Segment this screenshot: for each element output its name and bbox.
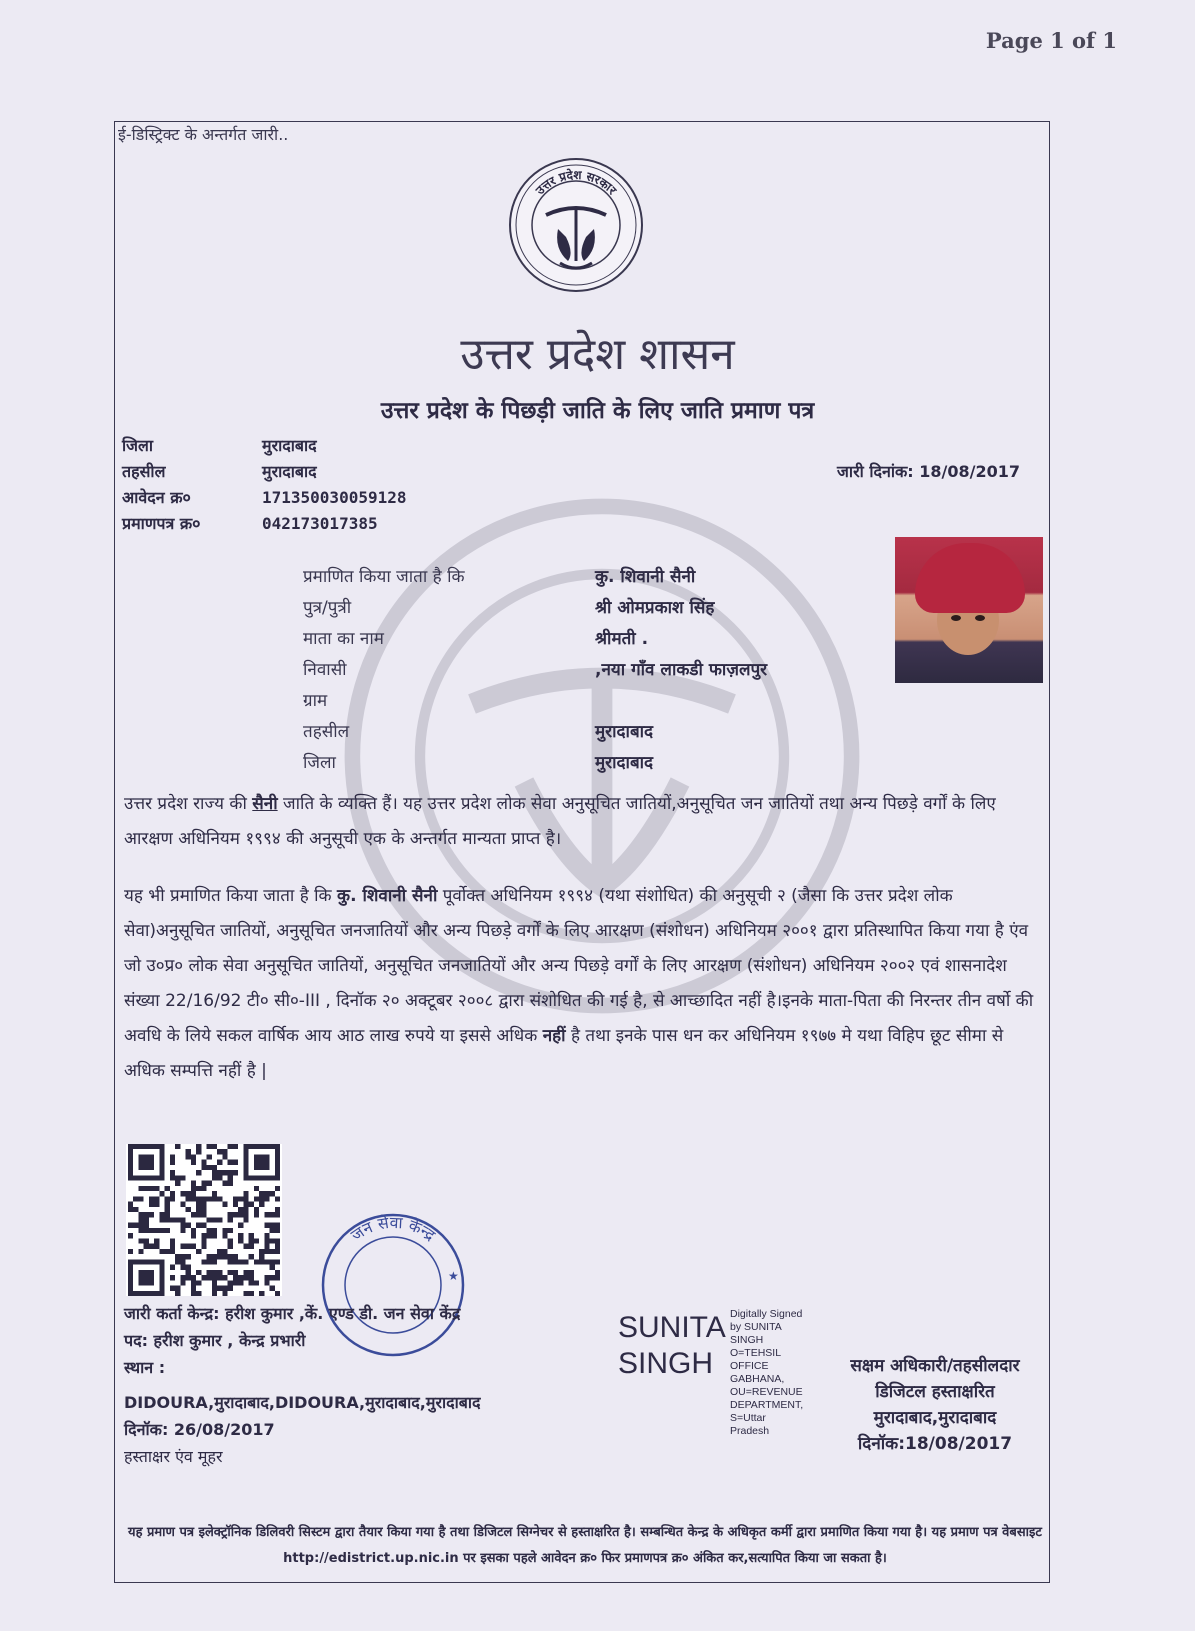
- competent-officer-block: [820, 1353, 1050, 1457]
- issuer-date: दिनॉक: 26/08/2017: [124, 1420, 275, 1439]
- officer-date: दिनॉक:18/08/2017: [857, 1434, 1013, 1454]
- applicant-photo: [895, 537, 1043, 683]
- detail-row-village: ग्राम: [303, 691, 328, 711]
- up-government-emblem: [508, 157, 644, 293]
- income-paragraph: यह भी प्रमाणित किया जाता है कि कु. शिवानी सैनी पूर्वोक्त अधिनियम १९९४ (यथा संशोधित) की अनुसूची २ (जैसा कि उत्तर प्रदेश लोक सेवा)अनुसूचित जातियों, अनुसूचित जनजातियों और अन्य पिछड़े वर्गों के लिए आरक्षण (संशोधन) अधिनियम २००१ द्वारा प्रतिस्थापित किया गया है एंव जो उ०प्र० लोक सेवा अनुसूचित जातियों, अनुसूचित जनजातियों और अन्य पिछड़े वर्गों के लिए आरक्षण (संशोधन) अधिनियम २००२ एवं शासनादेश संख्या 22/16/92 टी० सी०-III , दिनॉक २० अक्टूबर २००८ द्वारा संशोधित की गई है, से आच्छादित नहीं है।इनके माता-पिता की निरन्तर तीन वर्षो की अवधि के लिये सकल वार्षिक आय आठ लाख रुपये या इससे अधिक नहीं है तथा इनके पास धन कर अधिनियम १९७७ मे यथा विहिप छूट सीमा से अधिक सम्पत्ति नहीं है |: [124, 886, 1034, 1081]
- digital-signer-name: SUNITA SINGH: [618, 1311, 726, 1380]
- issuer-block: [124, 1300, 481, 1470]
- certificate-title: उत्तर प्रदेश के पिछड़ी जाति के लिए जाति प्रमाण पत्र: [380, 398, 815, 424]
- issuer-post: पद: हरीश कुमार , केन्द्र प्रभारी: [124, 1331, 306, 1350]
- issuer-center: जारी कर्ता केन्द्र: हरीश कुमार ,कें. एण्ड डी. जन सेवा केंद्र: [124, 1304, 461, 1323]
- meta-row-certificate-no: प्रमाणपत्र क्र० 042173017385: [122, 513, 378, 533]
- verification-footer: यह प्रमाण पत्र इलेक्ट्रॉनिक डिलिवरी सिस्टम द्वारा तैयार किया गया है तथा डिजिटल सिग्नेचर से हस्ताक्षरित है। सम्बन्धित केन्द्र के अधिकृत कर्मी द्वारा प्रमाणित किया गया है। यह प्रमाण पत्र वेबसाइट http://edistrict.up.nic.in पर इसका पहले आवेदन क्र० फिर प्रमाणपत्र क्र० अंकित कर,सत्यापित किया जा सकता है।: [128, 1525, 1042, 1566]
- detail-row-certified: प्रमाणित किया जाता है कि कु. शिवानी सैनी: [303, 567, 696, 587]
- detail-row-mother: माता का नाम श्रीमती .: [303, 629, 649, 649]
- applicant-details: [303, 560, 767, 777]
- government-title: उत्तर प्रदेश शासन: [460, 329, 735, 380]
- header-note: ई-डिस्ट्रिक्ट के अन्तर्गत जारी..: [118, 125, 289, 144]
- qr-code: [126, 1144, 282, 1296]
- digital-signature-details: Digitally Signed by SUNITA SINGH O=TEHSIL OFFICE GABHANA, OU=REVENUE DEPARTMENT, S=Uttar Pradesh: [730, 1308, 804, 1437]
- detail-row-resident: निवासी ,नया गाँव लाकडी फाज़लपुर: [303, 660, 768, 680]
- officer-signed: डिजिटल हस्ताक्षरित: [875, 1382, 995, 1402]
- issuer-sign-seal: हस्ताक्षर एंव मूहर: [124, 1447, 223, 1466]
- issue-date: जारी दिनांक: 18/08/2017: [837, 462, 1020, 481]
- officer-title: सक्षम अधिकारी/तहसीलदार: [850, 1356, 1020, 1376]
- page-number: Page 1 of 1: [985, 28, 1117, 53]
- meta-row-application-no: आवेदन क्र० 171350030059128: [122, 487, 407, 507]
- issuer-place-label: स्थान :: [124, 1358, 166, 1377]
- meta-row-tehsil: तहसील मुरादाबाद: [122, 462, 317, 481]
- svg-text:★: ★: [448, 1269, 459, 1283]
- meta-row-district: जिला मुरादाबाद: [122, 436, 317, 455]
- certificate-meta: [122, 432, 407, 536]
- svg-text:जन सेवा केन्द्र: जन सेवा केन्द्र: [347, 1212, 440, 1245]
- officer-place: मुरादाबाद,मुरादाबाद: [873, 1408, 997, 1428]
- detail-row-district: जिला मुरादाबाद: [303, 753, 654, 773]
- detail-row-father: पुत्र/पुत्री श्री ओमप्रकाश सिंह: [303, 598, 715, 618]
- issuer-place: DIDOURA,मुरादाबाद,DIDOURA,मुरादाबाद,मुरादाबाद: [124, 1393, 481, 1412]
- detail-row-tehsil: तहसील मुरादाबाद: [303, 722, 654, 742]
- caste-paragraph: उत्तर प्रदेश राज्य की सैनी जाति के व्यक्ति हैं। यह उत्तर प्रदेश लोक सेवा अनुसूचित जातियों,अनुसूचित जन जातियों तथा अन्य पिछड़े वर्गों के लिए आरक्षण अधिनियम १९९४ की अनुसूची एक के अन्तर्गत मान्यता प्राप्त है।: [124, 794, 996, 849]
- emblem-text: उत्तर प्रदेश सरकार: [532, 167, 620, 198]
